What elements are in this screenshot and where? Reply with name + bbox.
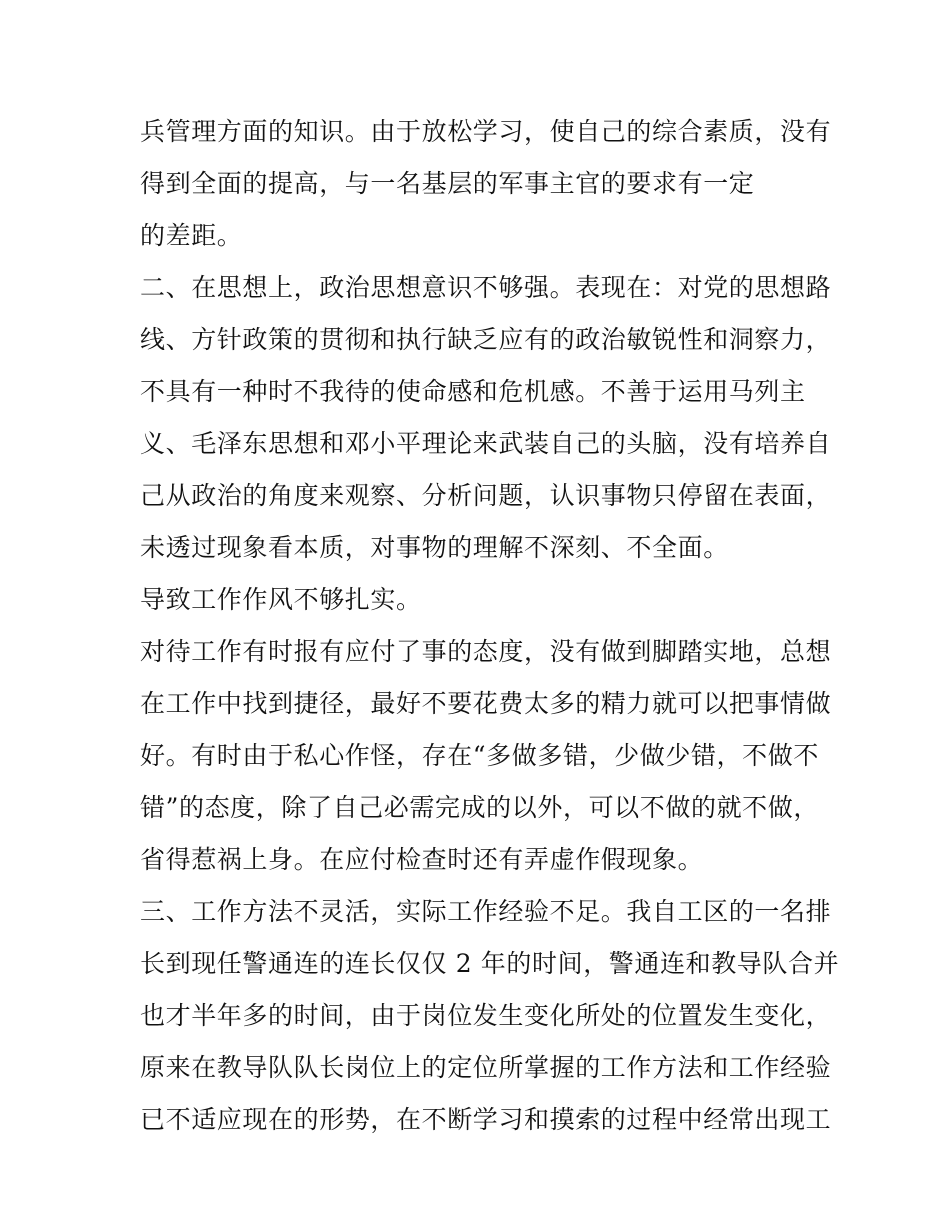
text-line: 在工作中找到捷径，最好不要花费太多的精力就可以把事情做 [140, 689, 832, 718]
text-line: 兵管理方面的知识。由于放松学习，使自己的综合素质，没有 [140, 117, 832, 146]
text-line: 导致工作作风不够扎实。 [140, 585, 422, 614]
text-line: 线、方针政策的贯彻和执行缺乏应有的政治敏锐性和洞察力， [140, 325, 832, 354]
document-body [140, 106, 840, 1146]
text-line: 己从政治的角度来观察、分析问题，认识事物只停留在表面， [140, 481, 832, 510]
text-line: 未透过现象看本质，对事物的理解不深刻、不全面。 [140, 533, 729, 562]
text-line: 长到现任警通连的连长仅仅 2 年的时间，警通连和教导队合并 [140, 949, 840, 978]
text-line: 错”的态度，除了自己必需完成的以外，可以不做的就不做， [140, 793, 819, 822]
text-line: 对待工作有时报有应付了事的态度，没有做到脚踏实地，总想 [140, 637, 832, 666]
text-line: 省得惹祸上身。在应付检查时还有弄虚作假现象。 [140, 845, 704, 874]
text-line: 也才半年多的时间，由于岗位发生变化所处的位置发生变化， [140, 1001, 832, 1030]
text-line: 的差距。 [140, 221, 243, 250]
text-line: 义、毛泽东思想和邓小平理论来武装自己的头脑，没有培养自 [140, 429, 832, 458]
text-line: 二、在思想上，政治思想意识不够强。表现在：对党的思想路 [140, 273, 832, 302]
text-line: 已不适应现在的形势，在不断学习和摸索的过程中经常出现工 [140, 1105, 832, 1134]
text-line: 得到全面的提高，与一名基层的军事主官的要求有一定 [140, 169, 755, 198]
text-line: 不具有一种时不我待的使命感和危机感。不善于运用马列主 [140, 377, 806, 406]
text-line: 原来在教导队队长岗位上的定位所掌握的工作方法和工作经验 [140, 1053, 832, 1082]
text-line: 好。有时由于私心作怪，存在“多做多错，少做少错，不做不 [140, 741, 819, 770]
text-line: 三、工作方法不灵活，实际工作经验不足。我自工区的一名排 [140, 897, 832, 926]
